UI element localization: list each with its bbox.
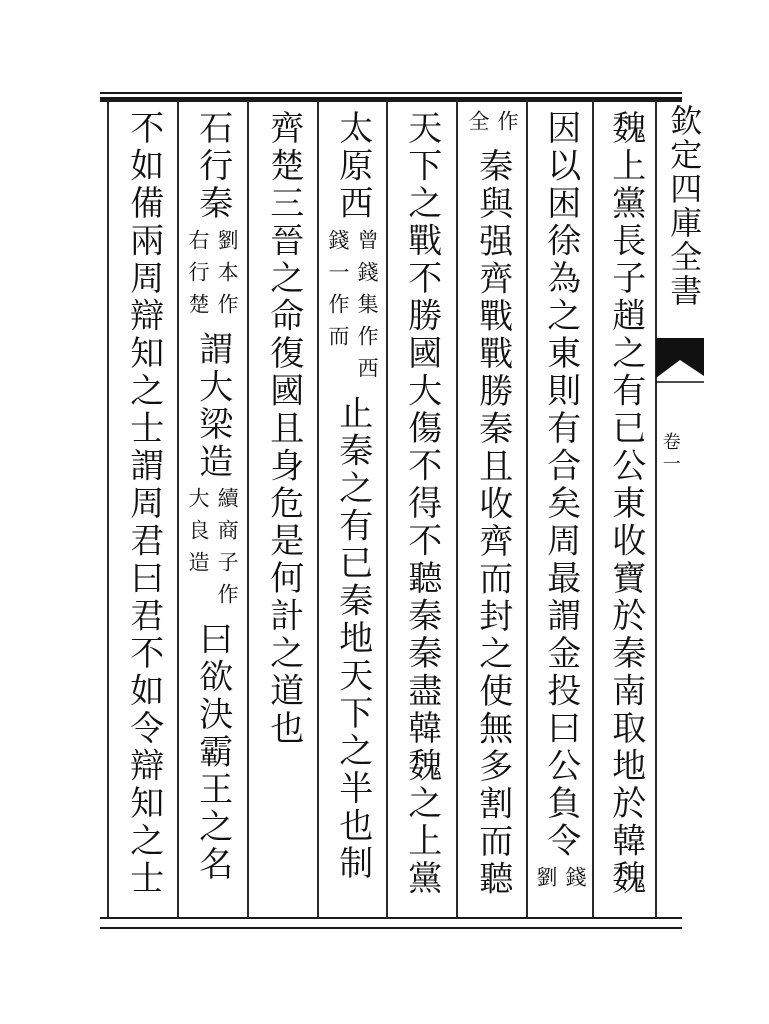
annotation-left: 劉 [534,866,558,898]
annotation-left: 錢一作而 [326,228,350,357]
main-text: 止秦之有已秦地天下之半也制 [332,394,373,882]
text-column-3 [459,110,525,898]
main-text: 不如備兩周辯知之士謂周君曰君不如令辯知之士 [123,110,164,898]
main-text: 謂大梁造 [192,330,233,481]
main-text: 魏上黨長子趙之有已公東收寶於秦南取地於韓魏 [605,110,646,898]
annotation-right: 作 [495,110,520,142]
margin-book-title: 欽定四庫全書 [665,104,704,308]
main-text: 石行秦 [192,110,233,223]
annotation-note [466,110,518,142]
fish-tail-icon [656,336,704,386]
text-column-4 [388,110,454,898]
text-column-6 [250,110,316,748]
annotation-right: 劉本作 [215,228,240,325]
left-border [107,100,109,918]
text-column-7 [179,110,245,883]
top-border-outer [100,92,682,94]
text-column-8 [110,110,176,898]
annotation-note [534,866,586,898]
text-column-2 [527,110,593,904]
top-border [100,97,682,102]
annotation-note [186,229,238,325]
margin-juan-label: 卷一 [659,432,681,476]
main-text: 曰欲決霸王之名 [192,620,233,883]
annotation-note [326,229,378,389]
annotation-left: 大良造 [186,486,210,583]
annotation-left: 全 [466,110,490,142]
annotation-left: 右行楚 [186,228,210,325]
column-rule [456,100,458,918]
main-text: 齊楚三晉之命復國且身危是何計之道也 [263,110,304,748]
column-rule [247,100,249,918]
annotation-right: 續商子作 [215,486,240,615]
main-text: 太原西 [332,110,373,223]
bottom-border [100,917,682,919]
bottom-border-outer [100,927,682,929]
annotation-right: 錢 [563,866,588,898]
page-margin [656,100,704,918]
annotation-note [186,487,238,615]
text-column-5 [319,110,385,882]
main-text: 秦與强齊戰戰勝秦且收齊而封之使無多割而聽 [472,148,513,898]
annotation-right: 曾錢集作西 [355,228,380,389]
main-text: 天下之戰不勝國大傷不得不聽秦秦盡韓魏之上黨 [401,110,442,898]
text-column-1 [592,110,658,898]
main-text: 因以困徐為之東則有合矣周最謂金投曰公負令 [540,110,581,860]
